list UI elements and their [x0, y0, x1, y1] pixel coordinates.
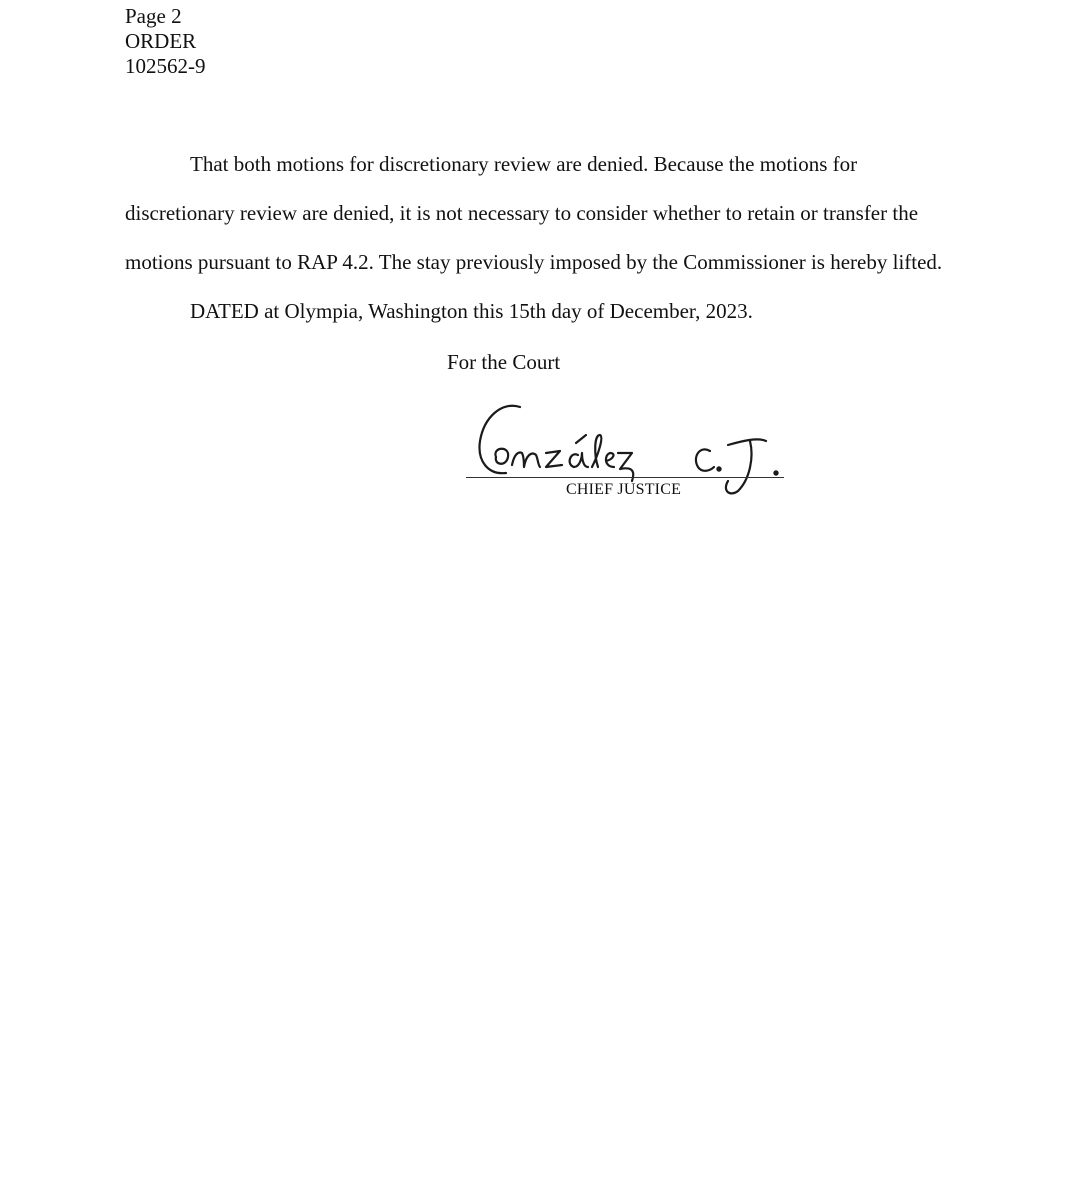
dated-line: DATED at Olympia, Washington this 15th day of December, 2023.	[190, 299, 753, 323]
signatory-title: CHIEF JUSTICE	[566, 481, 682, 498]
paragraph-line-1: That both motions for discretionary review are denied. Because the motions for	[190, 152, 858, 176]
signature-line	[466, 477, 784, 478]
page-number: Page 2	[125, 4, 182, 28]
document-type: ORDER	[125, 29, 197, 53]
paragraph-line-2: discretionary review are denied, it is not necessary to consider whether to retain or transfer the	[125, 201, 919, 225]
document-header	[125, 4, 206, 79]
for-the-court: For the Court	[447, 350, 561, 374]
order-body	[125, 148, 955, 344]
signature-block	[462, 395, 792, 505]
case-number: 102562-9	[125, 54, 206, 78]
paragraph-line-3: motions pursuant to RAP 4.2. The stay previously imposed by the Commissioner is hereby lifted.	[125, 250, 943, 274]
